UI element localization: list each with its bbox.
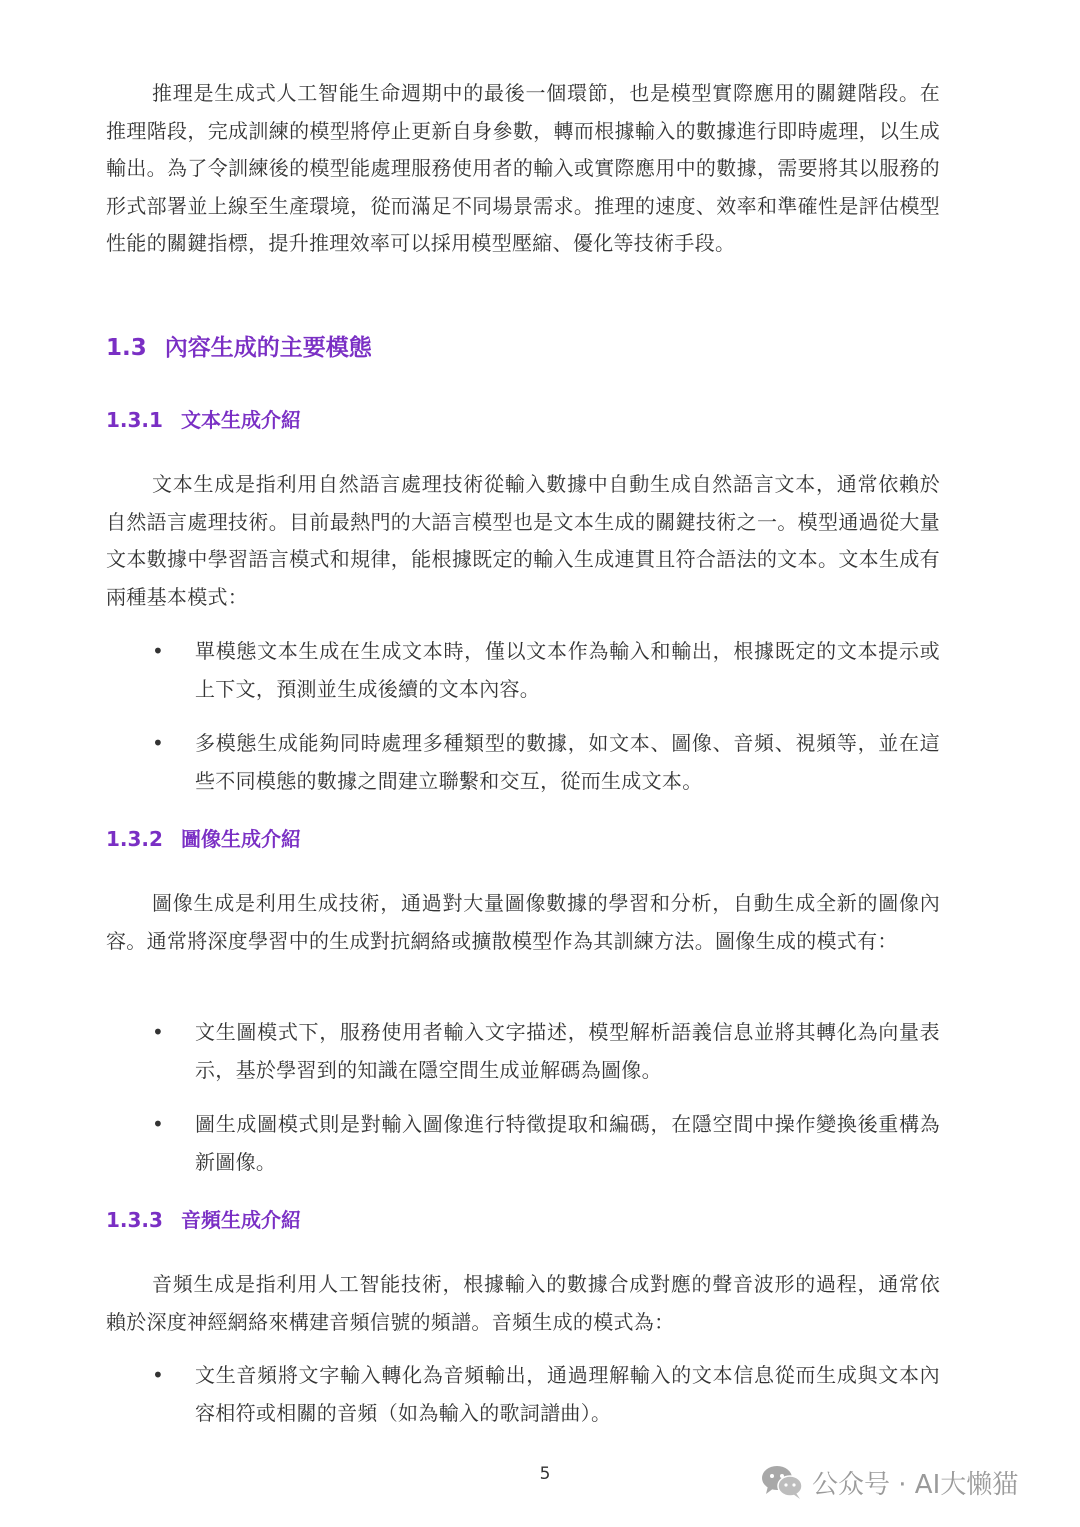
section-title: 內容生成的主要模態: [164, 335, 372, 361]
bullet-icon: •: [152, 731, 164, 755]
list-item: [106, 725, 940, 800]
list-item-text: 文生音頻將文字輸入轉化為音頻輸出，通過理解輸入的文本信息從而生成與文本內容相符或相關的音頻（如為輸入的歌詞譜曲）。: [195, 1363, 940, 1425]
bullet-icon: •: [152, 1020, 164, 1044]
wechat-icon: [760, 1464, 804, 1500]
list-item: [106, 1106, 940, 1181]
bullet-icon: •: [152, 1112, 164, 1136]
list-item-text: 圖生成圖模式則是對輸入圖像進行特徵提取和編碼，在隱空間中操作變換後重構為新圖像。: [195, 1112, 940, 1174]
section-title: 音頻生成介紹: [180, 1208, 301, 1232]
list-item-text: 單模態文本生成在生成文本時，僅以文本作為輸入和輸出，根據既定的文本提示或上下文，預測並生成後續的文本內容。: [195, 639, 940, 701]
section-heading-1-3-2: [106, 823, 301, 852]
page-number: 5: [539, 1464, 551, 1484]
section-heading-1-3: [106, 329, 372, 362]
list-item: [106, 633, 940, 708]
section-heading-1-3-1: [106, 404, 301, 433]
bullet-icon: •: [152, 639, 164, 663]
section-number: 1.3.1: [106, 408, 163, 432]
list-item-text: 文生圖模式下，服務使用者輸入文字描述，模型解析語義信息並將其轉化為向量表示，基於學習到的知識在隱空間生成並解碼為圖像。: [195, 1020, 940, 1082]
list-item: [106, 1357, 940, 1432]
section-title: 圖像生成介紹: [180, 827, 301, 851]
image-generation-intro: 圖像生成是利用生成技術，通過對大量圖像數據的學習和分析，自動生成全新的圖像內容。通常將深度學習中的生成對抗網絡或擴散模型作為其訓練方法。圖像生成的模式有：: [106, 891, 940, 953]
section-number: 1.3.2: [106, 827, 163, 851]
audio-generation-intro: 音頻生成是指利用人工智能技術，根據輸入的數據合成對應的聲音波形的過程，通常依賴於深度神經網絡來構建音頻信號的頻譜。音頻生成的模式為：: [106, 1272, 940, 1334]
watermark: [760, 1460, 1018, 1504]
section-heading-1-3-3: [106, 1204, 301, 1233]
bullet-icon: •: [152, 1363, 164, 1387]
section-title: 文本生成介紹: [180, 408, 301, 432]
section-number: 1.3.3: [106, 1208, 163, 1232]
list-item-text: 多模態生成能夠同時處理多種類型的數據，如文本、圖像、音頻、視頻等，並在這些不同模態的數據之間建立聯繫和交互，從而生成文本。: [195, 731, 940, 793]
watermark-text: 公众号 · AI大懒猫: [812, 1469, 1019, 1500]
text-generation-intro: 文本生成是指利用自然語言處理技術從輸入數據中自動生成自然語言文本，通常依賴於自然語言處理技術。目前最熱門的大語言模型也是文本生成的關鍵技術之一。模型通過從大量文本數據中學習語言模式和規律，能根據既定的輸入生成連貫且符合語法的文本。文本生成有兩種基本模式：: [106, 472, 940, 609]
section-number: 1.3: [106, 335, 147, 361]
list-item: [106, 1014, 940, 1089]
inference-paragraph: 推理是生成式人工智能生命週期中的最後一個環節，也是模型實際應用的關鍵階段。在推理階段，完成訓練的模型將停止更新自身參數，轉而根據輸入的數據進行即時處理，以生成輸出。為了令訓練後的模型能處理服務使用者的輸入或實際應用中的數據，需要將其以服務的形式部署並上線至生產環境，從而滿足不同場景需求。推理的速度、效率和準確性是評估模型性能的關鍵指標，提升推理效率可以採用模型壓縮、優化等技術手段。: [106, 81, 940, 255]
